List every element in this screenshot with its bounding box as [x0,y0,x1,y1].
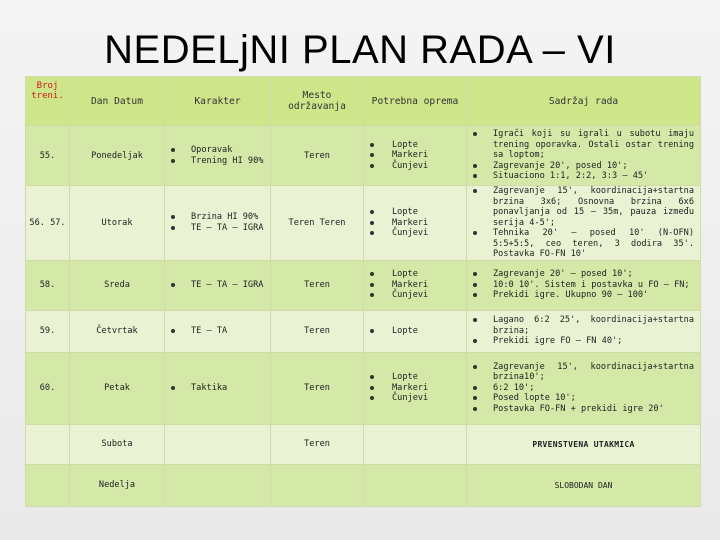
cell-mesto: Teren [271,424,364,464]
cell-oprema [364,464,467,506]
header-karakter: Karakter [165,77,271,126]
cell-sadrzaj: PRVENSTVENA UTAKMICA [467,424,701,464]
list-item: Čunjevi [364,393,466,404]
cell-dan: Subota [70,424,165,464]
cell-broj: 58. [26,260,70,310]
header-mesto: Mesto održavanja [271,77,364,126]
cell-sadrzaj [467,310,701,352]
list-item: Igrači koji su igrali u subotu imaju trening oporavka. Ostali ostar trening sa loptom; [467,129,700,161]
header-dan: Dan Datum [70,77,165,126]
table-row [26,424,701,464]
cell-oprema [364,260,467,310]
cell-broj: 59. [26,310,70,352]
list-item: Čunjevi [364,161,466,172]
cell-sadrzaj [467,260,701,310]
list-item: TE – TA [165,326,270,337]
cell-sadrzaj: SLOBODAN DAN [467,464,701,506]
cell-mesto [271,464,364,506]
list-item: TE – TA – IGRA [165,280,270,291]
cell-dan: Sreda [70,260,165,310]
list-item: 6:2 10'; [467,383,700,394]
cell-oprema [364,310,467,352]
list-item: Zagrevanje 15', koordinacija+startna brzina 3x6; Osnovna brzina 6x6 ponavljanja od 15 – 35m, pauza između serija 4-5'; [467,186,700,228]
list-item: Lopte [364,326,466,337]
list-item: Markeri [364,150,466,161]
table-header-row [26,77,701,126]
cell-broj: 60. [26,352,70,424]
cell-karakter [165,260,271,310]
cell-oprema [364,352,467,424]
list-item: Markeri [364,383,466,394]
cell-dan: Utorak [70,186,165,261]
list-item: Situaciono 1:1, 2:2, 3:3 – 45' [467,171,700,182]
list-item: Čunjevi [364,290,466,301]
cell-broj: 55. [26,126,70,186]
cell-broj: 56. 57. [26,186,70,261]
cell-karakter [165,310,271,352]
list-item: Markeri [364,218,466,229]
cell-mesto: Teren [271,310,364,352]
list-item: Lagano 6:2 25', koordinacija+startna brzina; [467,315,700,336]
cell-karakter [165,126,271,186]
header-broj: Broj treni. [26,77,70,126]
list-item: Prekidi igre. Ukupno 90 – 100' [467,290,700,301]
list-item: Markeri [364,280,466,291]
list-item: Lopte [364,207,466,218]
cell-karakter [165,424,271,464]
list-item: Čunjevi [364,228,466,239]
table-row [26,126,701,186]
cell-dan: Ponedeljak [70,126,165,186]
list-item: Taktika [165,383,270,394]
cell-karakter [165,352,271,424]
list-item: Tehnika 20' – posed 10' (N-OFN) 5:5+5:5, ceo teren, 3 dodira 35'. Postavka FO-FN 10' [467,228,700,260]
cell-mesto: Teren [271,260,364,310]
table-row [26,464,701,506]
header-oprema: Potrebna oprema [364,77,467,126]
cell-oprema [364,424,467,464]
cell-oprema [364,126,467,186]
cell-sadrzaj [467,352,701,424]
list-item: Lopte [364,372,466,383]
list-item: Zagrevanje 20', posed 10'; [467,161,700,172]
table-row [26,310,701,352]
cell-oprema [364,186,467,261]
weekly-plan-table [25,76,701,507]
list-item: Postavka FO-FN + prekidi igre 20' [467,404,700,415]
list-item: Oporavak [165,145,270,156]
cell-dan: Četvrtak [70,310,165,352]
list-item: Posed lopte 10'; [467,393,700,404]
list-item: Trening HI 90% [165,156,270,167]
page-title: NEDELjNI PLAN RADA – VI [104,28,616,72]
list-item: Brzina HI 90% [165,212,270,223]
cell-mesto: Teren [271,352,364,424]
cell-dan: Petak [70,352,165,424]
cell-mesto: Teren [271,126,364,186]
list-item: Zagrevanje 20' – posed 10'; [467,269,700,280]
cell-broj [26,424,70,464]
cell-broj [26,464,70,506]
header-sadrzaj: Sadržaj rada [467,77,701,126]
cell-mesto: Teren Teren [271,186,364,261]
list-item: 10:0 10'. Sistem i postavka u FO – FN; [467,280,700,291]
table-row [26,186,701,261]
cell-sadrzaj [467,126,701,186]
cell-sadrzaj [467,186,701,261]
cell-dan: Nedelja [70,464,165,506]
list-item: Zagrevanje 15', koordinacija+startna brzina10'; [467,362,700,383]
table-row [26,352,701,424]
list-item: TE – TA – IGRA [165,223,270,234]
list-item: Prekidi igre FO – FN 40'; [467,336,700,347]
cell-karakter [165,464,271,506]
list-item: Lopte [364,140,466,151]
cell-karakter [165,186,271,261]
plan-table-wrapper [25,76,700,536]
list-item: Lopte [364,269,466,280]
table-row [26,260,701,310]
